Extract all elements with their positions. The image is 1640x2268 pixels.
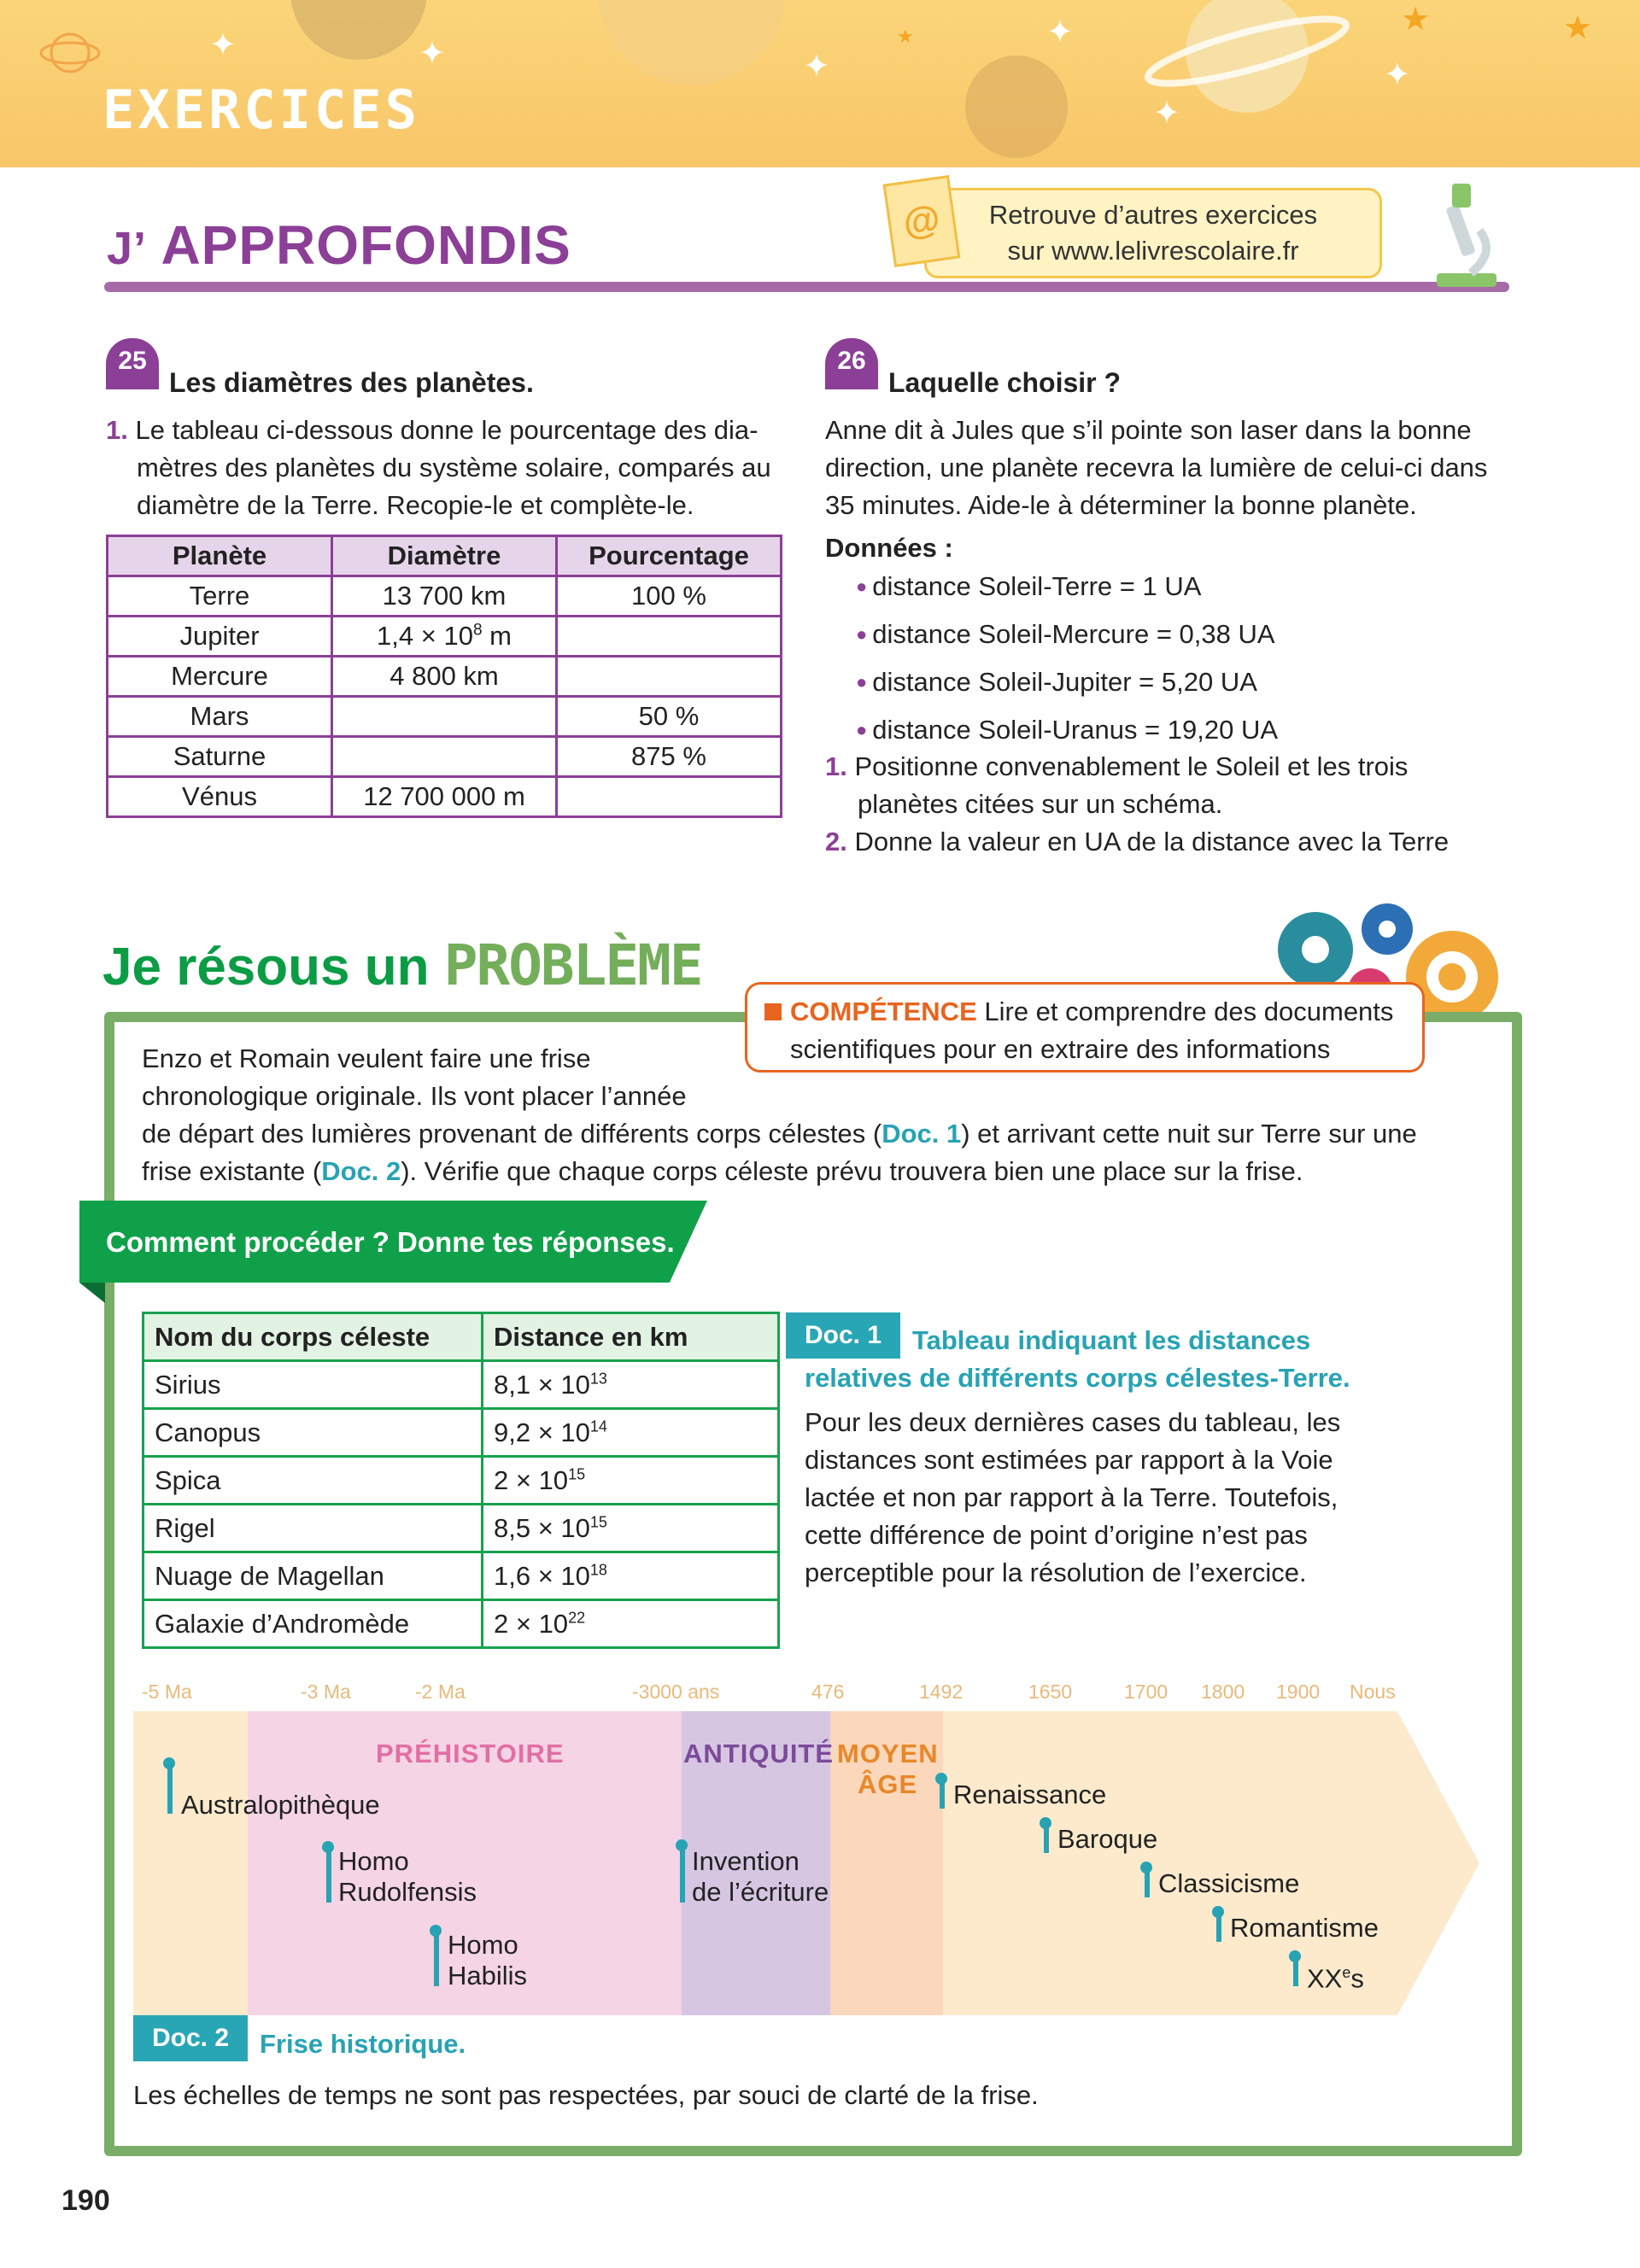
exponent: 18 [589, 1561, 607, 1579]
page-section-title: EXERCICES [102, 79, 420, 141]
table-row [144, 1361, 779, 1409]
exercise-questions [825, 748, 1534, 861]
competence-text: Lire et comprendre des documents [984, 997, 1394, 1026]
exercise-title: Laquelle choisir ? [888, 367, 1122, 398]
table-row [108, 657, 782, 697]
question-number: 1. [106, 415, 128, 445]
timeline-tick: -3000 ans [632, 1681, 720, 1703]
event-label: Romantisme [1230, 1913, 1379, 1943]
table-cell [483, 1409, 779, 1457]
intro-line: 35 minutes. Aide-le à déterminer la bonne planète. [825, 490, 1417, 520]
statement-line: frise existante ( [142, 1156, 322, 1186]
event-label-line: Rudolfensis [338, 1877, 477, 1907]
timeline-tick: -2 Ma [415, 1681, 466, 1703]
data-label: Données : [825, 533, 953, 563]
competence-text: scientifiques pour en extraire des informations [790, 1034, 1331, 1064]
timeline-pin-icon [434, 1930, 439, 1986]
table-cell: Terre [108, 576, 332, 617]
table-cell [332, 737, 557, 777]
table-cell [483, 1457, 779, 1505]
event-label [692, 1846, 829, 1908]
banner-fold [79, 1283, 105, 1303]
exponent: 8 [472, 621, 483, 640]
table-cell [332, 617, 557, 657]
table-row [144, 1600, 779, 1648]
statement-line: Enzo et Romain veulent faire une frise [142, 1043, 591, 1073]
table-cell [483, 1505, 779, 1552]
table-cell: Spica [144, 1457, 483, 1505]
statement-line: chronologique originale. Ils vont placer l’année [142, 1081, 687, 1111]
list-item: ● distance Soleil-Terre = 1 UA [856, 564, 1278, 611]
era-label-antiquite: ANTIQUITÉ [683, 1739, 835, 1768]
table-cell: 13 700 km [332, 576, 557, 617]
table-cell [483, 1361, 779, 1409]
event-label [1307, 1957, 1364, 1994]
event-label [448, 1930, 527, 1991]
timeline-tick: 476 [811, 1681, 845, 1703]
question-text: planètes citées sur un schéma. [858, 789, 1223, 819]
badge-underline [106, 384, 159, 389]
doc1-title: relatives de différents corps célestes-Terre. [805, 1363, 1350, 1393]
intro-line: direction, une planète recevra la lumière de celui-ci dans [825, 453, 1488, 482]
timeline-tick: 1700 [1124, 1681, 1168, 1703]
star-icon: ★ [1563, 10, 1593, 46]
event-label-line: de l’écriture [692, 1877, 829, 1907]
column-header: Pourcentage [557, 536, 782, 576]
question-text: Donne la valeur en UA de la distance avec la Terre [854, 827, 1450, 856]
table-cell: Sirius [144, 1361, 483, 1409]
event-label-line: Homo [338, 1846, 409, 1876]
table-cell: Nuage de Magellan [144, 1552, 483, 1600]
table-cell: Rigel [144, 1505, 483, 1552]
timeline-tick: 1492 [919, 1681, 964, 1703]
data-list [856, 564, 1278, 755]
table-cell [483, 1552, 779, 1600]
doc2-reference-link[interactable]: Doc. 2 [321, 1156, 401, 1186]
event-label-sup: e [1342, 1964, 1351, 1981]
problem-title [102, 932, 702, 998]
square-bullet-icon [764, 1003, 782, 1020]
question-text: Positionne convenablement le Soleil et les trois [854, 751, 1409, 781]
column-header: Nom du corps céleste [144, 1313, 483, 1361]
question-number: 2. [825, 827, 847, 856]
exercise-number-badge: 26 [825, 338, 878, 384]
problem-title-a: Je résous un [102, 938, 430, 997]
timeline-pin-icon [167, 1762, 173, 1814]
badge-underline [825, 384, 878, 389]
table-cell: 875 % [557, 737, 782, 777]
star-icon: ★ [1401, 2, 1431, 38]
doc1-text-line: Pour les deux dernières cases du tableau, les [805, 1407, 1341, 1437]
scientific-base: 8,5 × 10 [494, 1512, 590, 1543]
celestial-distance-table [142, 1312, 780, 1649]
doc2-title: Frise historique. [260, 2029, 466, 2059]
doc1-title: Tableau indiquant les distances [912, 1325, 1311, 1355]
website-link[interactable]: sur www.lelivrescolaire.fr [1007, 236, 1299, 266]
event-label-line: Homo [448, 1930, 518, 1960]
scientific-base: 9,2 × 10 [494, 1417, 590, 1447]
event-label: Classicisme [1158, 1868, 1300, 1898]
timeline-tick: -3 Ma [301, 1681, 351, 1703]
problem-title-b: PROBLÈME [443, 932, 702, 998]
timeline-pin-icon [326, 1846, 331, 1903]
question-number: 1. [825, 751, 847, 781]
table-cell: 100 % [557, 576, 782, 617]
section-title-text: APPROFONDIS [161, 214, 571, 276]
table-row [108, 617, 782, 657]
table-cell: 12 700 000 m [332, 777, 557, 817]
table-row [108, 576, 782, 617]
competence-label: COMPÉTENCE [790, 997, 977, 1026]
star-icon: ★ [897, 26, 914, 47]
exercise-title: Les diamètres des planètes. [169, 367, 534, 398]
question-text: mètres des planètes du système solaire, comparés au [137, 453, 771, 482]
timeline-pin-icon [1293, 1955, 1298, 1986]
doc2-badge: Doc. 2 [133, 2015, 248, 2061]
timeline-tick: -5 Ma [142, 1681, 192, 1703]
table-row [144, 1552, 779, 1600]
timeline-pin-icon [1044, 1822, 1049, 1853]
exponent: 15 [568, 1465, 586, 1483]
question-text: diamètre de la Terre. Recopie-le et complète-le. [137, 490, 694, 520]
star-icon: ✦ [803, 49, 830, 85]
table-cell: 4 800 km [332, 657, 557, 697]
table-cell: 50 % [557, 697, 782, 737]
website-callout [924, 188, 1382, 278]
star-icon: ✦ [209, 27, 237, 63]
table-cell [483, 1600, 779, 1648]
section-divider [104, 282, 1509, 292]
statement-line: ). Vérifie que chaque corps céleste prévu trouvera bien une place sur la frise. [401, 1156, 1303, 1186]
column-header: Distance en km [483, 1313, 779, 1361]
exponent: 13 [589, 1370, 607, 1388]
timeline-pin-icon [940, 1778, 945, 1809]
star-icon: ✦ [1153, 96, 1180, 132]
exponent: 14 [589, 1418, 607, 1435]
table-cell: Vénus [108, 777, 332, 817]
section-title-prefix: J’ [107, 223, 148, 274]
table-header-row [108, 536, 782, 576]
header-banner [0, 0, 1640, 167]
star-icon: ✦ [1046, 15, 1074, 50]
website-callout-line1: Retrouve d’autres exercices [988, 200, 1318, 230]
event-label-line: Invention [692, 1846, 800, 1876]
exercise-number-badge: 25 [106, 338, 159, 384]
timeline-pin-icon [1145, 1867, 1150, 1897]
event-label: Australopithèque [181, 1790, 380, 1820]
event-label [338, 1846, 477, 1908]
table-cell [332, 697, 557, 737]
table-cell: Canopus [144, 1409, 483, 1457]
doc2-note: Les échelles de temps ne sont pas respectées, par souci de clarté de la frise. [133, 2080, 1039, 2110]
doc1-text [805, 1404, 1454, 1592]
era-label-moyen-age: MOYEN [837, 1739, 939, 1768]
table-row [108, 737, 782, 777]
section-title [107, 213, 571, 277]
event-label-line: Habilis [448, 1961, 528, 1990]
doc1-reference-link[interactable]: Doc. 1 [882, 1119, 962, 1149]
scientific-base: 8,1 × 10 [494, 1369, 590, 1400]
at-sign-icon: @ [883, 175, 961, 267]
exponent: 22 [568, 1609, 586, 1627]
table-cell: Mercure [108, 657, 332, 697]
timeline-tick: 1800 [1201, 1681, 1245, 1703]
table-cell: Saturne [108, 737, 332, 777]
planet-table [106, 535, 782, 818]
exponent: 15 [589, 1513, 607, 1531]
table-cell [557, 617, 782, 657]
doc1-text-line: distances sont estimées par rapport à la Voie [805, 1445, 1333, 1475]
table-cell: Jupiter [108, 617, 332, 657]
column-header: Diamètre [332, 536, 557, 576]
doc1-text-line: perceptible pour la résolution de l’exercice. [805, 1558, 1307, 1587]
table-cell [557, 657, 782, 697]
timeline-tick: Nous [1350, 1681, 1396, 1703]
statement-line: ) et arrivant cette nuit sur Terre sur une [961, 1119, 1417, 1149]
table-row [108, 777, 782, 817]
table-cell: Galaxie d’Andromède [144, 1600, 483, 1648]
timeline-pin-icon [680, 1844, 685, 1903]
event-label: Renaissance [953, 1780, 1107, 1809]
page-number: 190 [62, 2184, 110, 2217]
timeline-tick: 1900 [1276, 1681, 1321, 1703]
list-item: ● distance Soleil-Uranus = 19,20 UA [856, 707, 1278, 755]
table-row [144, 1457, 779, 1505]
event-label: Baroque [1057, 1824, 1158, 1854]
doc1-badge: Doc. 1 [786, 1312, 900, 1359]
table-row [108, 697, 782, 737]
scientific-base: 1,4 × 10 [377, 621, 473, 651]
era-label-prehistoire: PRÉHISTOIRE [376, 1739, 565, 1768]
table-header-row [144, 1313, 779, 1361]
scientific-base: 2 × 10 [494, 1608, 569, 1639]
star-icon: ✦ [419, 36, 446, 72]
star-icon: ✦ [1384, 57, 1411, 93]
era-label-moyen-age: ÂGE [858, 1769, 918, 1799]
table-cell [557, 777, 782, 817]
procedure-text: Comment procéder ? Donne tes réponses. [106, 1226, 675, 1258]
intro-line: Anne dit à Jules que s’il pointe son laser dans la bonne [825, 415, 1472, 445]
question-text: Le tableau ci-dessous donne le pourcentage des dia- [135, 415, 758, 445]
doc1-text-line: cette différence de point d’origine n’est pas [805, 1520, 1308, 1550]
event-label-text: s [1350, 1963, 1364, 1994]
statement-line: de départ des lumières provenant de différents corps célestes ( [142, 1119, 882, 1149]
column-header: Planète [108, 536, 332, 576]
list-item: ● distance Soleil-Mercure = 0,38 UA [856, 611, 1278, 659]
table-row [144, 1505, 779, 1552]
unit: m [489, 621, 512, 651]
scientific-base: 2 × 10 [494, 1464, 569, 1495]
event-label-text: XX [1307, 1963, 1343, 1994]
table-row [144, 1409, 779, 1457]
microscope-icon [1428, 179, 1505, 290]
exercise-question [106, 412, 806, 524]
scientific-base: 1,6 × 10 [494, 1560, 590, 1591]
exercise-intro [825, 412, 1534, 524]
table-cell: Mars [108, 697, 332, 737]
problem-statement [142, 1040, 1474, 1190]
timeline-tick: 1650 [1028, 1681, 1073, 1703]
doc1-text-line: lactée et non par rapport à la Terre. Toutefois, [805, 1482, 1338, 1512]
list-item: ● distance Soleil-Jupiter = 5,20 UA [856, 659, 1278, 707]
timeline-pin-icon [1216, 1911, 1221, 1942]
